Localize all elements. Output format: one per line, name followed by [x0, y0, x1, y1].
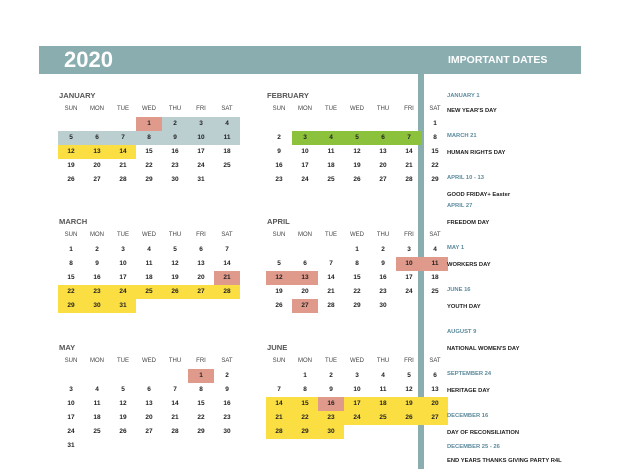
- weekday-label: SAT: [429, 358, 441, 364]
- day-cell[interactable]: 20: [422, 397, 448, 411]
- day-cell[interactable]: 2: [162, 117, 188, 131]
- weekday-label: FRI: [196, 358, 206, 364]
- day-cell[interactable]: 30: [379, 302, 387, 309]
- day-cell[interactable]: 20: [301, 288, 309, 295]
- weekday-header: [58, 230, 240, 240]
- day-cell[interactable]: 7: [173, 386, 177, 393]
- day-cell[interactable]: 27: [188, 285, 214, 299]
- month-february: [266, 90, 448, 187]
- day-cell[interactable]: 6: [303, 260, 307, 267]
- weekday-label: TUE: [325, 358, 337, 364]
- weekday-label: THU: [376, 232, 390, 238]
- day-cell[interactable]: 19: [396, 397, 422, 411]
- day-cell[interactable]: 24: [67, 428, 75, 435]
- day-cell[interactable]: 5: [277, 260, 281, 267]
- empty-day-cell: [396, 117, 422, 131]
- day-grid: [266, 243, 448, 313]
- day-cell[interactable]: 21: [119, 162, 127, 169]
- empty-day-cell: [292, 243, 318, 257]
- day-cell[interactable]: 13: [145, 400, 153, 407]
- day-cell[interactable]: 19: [67, 162, 75, 169]
- event-name: YOUTH DAY: [447, 304, 481, 310]
- weekday-label: THU: [168, 232, 182, 238]
- day-cell[interactable]: 27: [145, 428, 153, 435]
- day-cell[interactable]: 13: [379, 148, 387, 155]
- day-cell[interactable]: 17: [301, 162, 309, 169]
- day-cell[interactable]: 18: [327, 162, 335, 169]
- day-cell[interactable]: 2: [277, 134, 281, 141]
- day-cell[interactable]: 26: [162, 285, 188, 299]
- day-cell[interactable]: 6: [84, 131, 110, 145]
- month-name: FEBRUARY: [267, 91, 309, 100]
- day-cell[interactable]: 23: [318, 411, 344, 425]
- day-grid: [58, 243, 240, 313]
- day-cell[interactable]: 1: [136, 117, 162, 131]
- day-cell[interactable]: 4: [214, 117, 240, 131]
- day-cell[interactable]: 8: [355, 260, 359, 267]
- day-cell[interactable]: 17: [119, 274, 127, 281]
- day-cell[interactable]: 28: [214, 285, 240, 299]
- event-date: MARCH 21: [447, 133, 477, 139]
- weekday-label: MON: [298, 106, 312, 112]
- month-name: JUNE: [267, 343, 288, 352]
- day-cell[interactable]: 8: [433, 134, 437, 141]
- day-cell[interactable]: 11: [214, 131, 240, 145]
- day-cell[interactable]: 8: [136, 131, 162, 145]
- empty-day-cell: [266, 243, 292, 257]
- empty-day-cell: [58, 117, 84, 131]
- day-cell[interactable]: 29: [197, 428, 205, 435]
- day-cell[interactable]: 14: [327, 274, 335, 281]
- day-cell[interactable]: 16: [318, 397, 344, 411]
- weekday-label: THU: [376, 106, 390, 112]
- day-cell[interactable]: 26: [353, 176, 361, 183]
- day-cell[interactable]: 2: [95, 246, 99, 253]
- event-date: JANUARY 1: [447, 93, 480, 99]
- day-cell[interactable]: 5: [407, 372, 411, 379]
- day-cell[interactable]: 21: [405, 162, 413, 169]
- weekday-label: WED: [350, 358, 364, 364]
- event-name: DAY OF RECONSILIATION: [447, 430, 520, 436]
- event-name: WORKERS DAY: [447, 262, 491, 268]
- empty-day-cell: [58, 369, 84, 383]
- day-cell[interactable]: 14: [405, 148, 413, 155]
- day-cell[interactable]: 26: [275, 302, 283, 309]
- day-cell[interactable]: 14: [110, 145, 136, 159]
- day-cell[interactable]: 25: [136, 285, 162, 299]
- day-cell[interactable]: 8: [199, 386, 203, 393]
- day-cell[interactable]: 4: [147, 246, 151, 253]
- day-cell[interactable]: 23: [84, 285, 110, 299]
- weekday-label: THU: [168, 358, 182, 364]
- day-cell[interactable]: 3: [355, 372, 359, 379]
- day-cell[interactable]: 21: [266, 411, 292, 425]
- month-january: [58, 90, 240, 187]
- day-cell[interactable]: 28: [266, 425, 292, 439]
- weekday-label: SUN: [64, 232, 78, 238]
- month-name: MAY: [59, 343, 76, 352]
- event-date: APRIL 27: [447, 203, 473, 209]
- day-cell[interactable]: 5: [173, 246, 177, 253]
- weekday-label: FRI: [404, 106, 414, 112]
- day-cell[interactable]: 14: [266, 397, 292, 411]
- month-april: [266, 216, 448, 313]
- event-date: MAY 1: [447, 245, 465, 251]
- empty-day-cell: [266, 117, 292, 131]
- day-cell[interactable]: 16: [93, 274, 101, 281]
- day-cell[interactable]: 28: [171, 428, 179, 435]
- day-cell[interactable]: 7: [277, 386, 281, 393]
- day-cell[interactable]: 18: [145, 274, 153, 281]
- day-cell[interactable]: 12: [266, 271, 292, 285]
- weekday-label: WED: [350, 232, 364, 238]
- weekday-label: SUN: [272, 106, 286, 112]
- weekday-label: SUN: [272, 358, 286, 364]
- day-cell[interactable]: 17: [197, 148, 205, 155]
- day-cell[interactable]: 2: [225, 372, 229, 379]
- weekday-label: SAT: [429, 232, 441, 238]
- day-cell[interactable]: 15: [292, 397, 318, 411]
- weekday-label: MON: [90, 358, 104, 364]
- empty-day-cell: [266, 369, 292, 383]
- day-cell[interactable]: 19: [171, 274, 179, 281]
- day-cell[interactable]: 30: [171, 176, 179, 183]
- weekday-label: SAT: [221, 232, 233, 238]
- event-date: AUGUST 9: [447, 329, 477, 335]
- day-cell[interactable]: 31: [110, 299, 136, 313]
- day-cell[interactable]: 19: [275, 288, 283, 295]
- day-cell[interactable]: 25: [370, 411, 396, 425]
- day-grid: [58, 369, 240, 453]
- day-cell[interactable]: 23: [275, 176, 283, 183]
- day-cell[interactable]: 4: [381, 372, 385, 379]
- day-cell[interactable]: 4: [318, 131, 344, 145]
- weekday-label: SUN: [64, 106, 78, 112]
- day-cell[interactable]: 23: [223, 414, 231, 421]
- year-title: 2020: [64, 47, 113, 72]
- empty-day-cell: [110, 117, 136, 131]
- day-cell[interactable]: 13: [292, 271, 318, 285]
- day-cell[interactable]: 12: [353, 148, 361, 155]
- day-cell[interactable]: 12: [119, 400, 127, 407]
- day-cell[interactable]: 6: [199, 246, 203, 253]
- weekday-label: TUE: [117, 106, 129, 112]
- weekday-label: TUE: [325, 106, 337, 112]
- day-cell[interactable]: 19: [353, 162, 361, 169]
- weekday-label: WED: [142, 106, 156, 112]
- empty-day-cell: [84, 117, 110, 131]
- day-cell[interactable]: 5: [58, 131, 84, 145]
- weekday-label: THU: [376, 358, 390, 364]
- weekday-label: SAT: [221, 358, 233, 364]
- day-cell[interactable]: 9: [277, 148, 281, 155]
- day-cell[interactable]: 3: [121, 246, 125, 253]
- month-name: APRIL: [267, 217, 290, 226]
- day-cell[interactable]: 8: [303, 386, 307, 393]
- empty-day-cell: [110, 369, 136, 383]
- day-cell[interactable]: 6: [433, 372, 437, 379]
- weekday-label: TUE: [117, 232, 129, 238]
- day-cell[interactable]: 5: [344, 131, 370, 145]
- empty-day-cell: [344, 117, 370, 131]
- day-cell[interactable]: 13: [431, 386, 439, 393]
- weekday-label: WED: [350, 106, 364, 112]
- day-cell[interactable]: 28: [405, 176, 413, 183]
- event-name: GOOD FRIDAY+ Easter: [447, 192, 511, 198]
- empty-day-cell: [370, 117, 396, 131]
- day-cell[interactable]: 27: [292, 299, 318, 313]
- day-cell[interactable]: 28: [327, 302, 335, 309]
- day-cell[interactable]: 29: [58, 299, 84, 313]
- day-cell[interactable]: 19: [119, 414, 127, 421]
- empty-day-cell: [318, 117, 344, 131]
- weekday-label: MON: [298, 358, 312, 364]
- event-name: NATIONAL WOMEN'S DAY: [447, 346, 520, 352]
- day-cell[interactable]: 3: [188, 117, 214, 131]
- day-cell[interactable]: 30: [318, 425, 344, 439]
- month-march: [58, 216, 240, 313]
- day-cell[interactable]: 29: [431, 176, 439, 183]
- day-cell[interactable]: 16: [379, 274, 387, 281]
- month-name: MARCH: [59, 217, 88, 226]
- day-cell[interactable]: 24: [405, 288, 413, 295]
- day-cell[interactable]: 22: [353, 288, 361, 295]
- day-grid: [266, 117, 448, 187]
- day-cell[interactable]: 16: [275, 162, 283, 169]
- day-cell[interactable]: 22: [197, 414, 205, 421]
- weekday-label: SUN: [272, 232, 286, 238]
- weekday-label: TUE: [117, 358, 129, 364]
- weekday-label: FRI: [404, 232, 414, 238]
- day-cell[interactable]: 16: [223, 400, 231, 407]
- day-cell[interactable]: 9: [162, 131, 188, 145]
- day-cell[interactable]: 10: [119, 260, 127, 267]
- day-cell[interactable]: 27: [379, 176, 387, 183]
- weekday-label: SAT: [429, 106, 441, 112]
- day-cell[interactable]: 16: [171, 148, 179, 155]
- weekday-header: [266, 104, 448, 114]
- day-cell[interactable]: 26: [67, 176, 75, 183]
- day-cell[interactable]: 9: [95, 260, 99, 267]
- empty-day-cell: [84, 369, 110, 383]
- day-cell[interactable]: 11: [145, 260, 153, 267]
- weekday-label: FRI: [196, 106, 206, 112]
- day-cell[interactable]: 3: [407, 246, 411, 253]
- day-cell[interactable]: 1: [355, 246, 359, 253]
- weekday-label: MON: [90, 232, 104, 238]
- day-cell[interactable]: 9: [381, 260, 385, 267]
- day-cell[interactable]: 11: [422, 257, 448, 271]
- event-date: SEPTEMBER 24: [447, 371, 492, 377]
- day-cell[interactable]: 15: [197, 400, 205, 407]
- event-name: END YEARS THANKS GIVING PARTY R4L: [447, 458, 562, 464]
- event-date: JUNE 16: [447, 287, 471, 293]
- day-cell[interactable]: 3: [69, 386, 73, 393]
- event-date: DECEMBER 25 - 26: [447, 444, 500, 450]
- day-cell[interactable]: 20: [93, 162, 101, 169]
- day-cell[interactable]: 24: [197, 162, 205, 169]
- day-cell[interactable]: 17: [405, 274, 413, 281]
- day-cell[interactable]: 15: [67, 274, 75, 281]
- day-cell[interactable]: 23: [379, 288, 387, 295]
- day-cell[interactable]: 1: [188, 369, 214, 383]
- empty-day-cell: [318, 243, 344, 257]
- day-cell[interactable]: 27: [422, 411, 448, 425]
- day-cell[interactable]: 7: [225, 246, 229, 253]
- day-cell[interactable]: 11: [93, 400, 101, 407]
- day-cell[interactable]: 25: [327, 176, 335, 183]
- day-cell[interactable]: 4: [433, 246, 437, 253]
- day-cell[interactable]: 20: [379, 162, 387, 169]
- event-date: APRIL 10 - 13: [447, 175, 484, 181]
- day-cell[interactable]: 8: [69, 260, 73, 267]
- day-cell[interactable]: 2: [381, 246, 385, 253]
- day-grid: [266, 369, 448, 439]
- weekday-label: MON: [90, 106, 104, 112]
- day-cell[interactable]: 25: [223, 162, 231, 169]
- day-cell[interactable]: 30: [223, 428, 231, 435]
- event-name: HUMAN RIGHTS DAY: [447, 150, 506, 156]
- weekday-label: FRI: [196, 232, 206, 238]
- day-cell[interactable]: 9: [329, 386, 333, 393]
- day-cell[interactable]: 11: [379, 386, 387, 393]
- weekday-header: [58, 356, 240, 366]
- weekday-label: SUN: [64, 358, 78, 364]
- day-cell[interactable]: 1: [433, 120, 437, 127]
- day-cell[interactable]: 20: [197, 274, 205, 281]
- day-cell[interactable]: 1: [303, 372, 307, 379]
- day-cell[interactable]: 13: [197, 260, 205, 267]
- weekday-label: THU: [168, 106, 182, 112]
- day-cell[interactable]: 29: [353, 302, 361, 309]
- day-cell[interactable]: 17: [67, 414, 75, 421]
- weekday-header: [266, 230, 448, 240]
- day-cell[interactable]: 13: [84, 145, 110, 159]
- day-cell[interactable]: 6: [370, 131, 396, 145]
- day-cell[interactable]: 10: [67, 400, 75, 407]
- day-cell[interactable]: 14: [223, 260, 231, 267]
- event-date: DECEMBER 16: [447, 413, 489, 419]
- month-june: [266, 342, 448, 439]
- day-cell[interactable]: 18: [431, 274, 439, 281]
- day-cell[interactable]: 25: [431, 288, 439, 295]
- weekday-header: [266, 356, 448, 366]
- month-name: JANUARY: [59, 91, 96, 100]
- weekday-label: WED: [142, 232, 156, 238]
- day-cell[interactable]: 14: [171, 400, 179, 407]
- day-cell[interactable]: 17: [344, 397, 370, 411]
- day-cell[interactable]: 7: [329, 260, 333, 267]
- day-cell[interactable]: 20: [145, 414, 153, 421]
- empty-day-cell: [136, 369, 162, 383]
- event-name: HERITAGE DAY: [447, 388, 490, 394]
- day-cell[interactable]: 26: [119, 428, 127, 435]
- day-cell[interactable]: 22: [58, 285, 84, 299]
- day-cell[interactable]: 29: [145, 176, 153, 183]
- day-cell[interactable]: 1: [69, 246, 73, 253]
- day-cell[interactable]: 31: [197, 176, 205, 183]
- day-cell[interactable]: 3: [292, 131, 318, 145]
- day-cell[interactable]: 15: [353, 274, 361, 281]
- weekday-label: SAT: [221, 106, 233, 112]
- day-cell[interactable]: 21: [214, 271, 240, 285]
- day-cell[interactable]: 18: [370, 397, 396, 411]
- day-cell[interactable]: 21: [171, 414, 179, 421]
- day-cell[interactable]: 10: [353, 386, 361, 393]
- day-cell[interactable]: 21: [327, 288, 335, 295]
- day-cell[interactable]: 29: [292, 425, 318, 439]
- day-cell[interactable]: 22: [431, 162, 439, 169]
- day-cell[interactable]: 12: [58, 145, 84, 159]
- day-cell[interactable]: 25: [93, 428, 101, 435]
- weekday-label: MON: [298, 232, 312, 238]
- day-cell[interactable]: 15: [431, 148, 439, 155]
- day-cell[interactable]: 6: [147, 386, 151, 393]
- day-cell[interactable]: 31: [67, 442, 75, 449]
- event-name: FREEDOM DAY: [447, 220, 490, 226]
- day-cell[interactable]: 24: [301, 176, 309, 183]
- day-cell[interactable]: 22: [292, 411, 318, 425]
- day-cell[interactable]: 30: [84, 299, 110, 313]
- day-cell[interactable]: 2: [329, 372, 333, 379]
- day-cell[interactable]: 7: [110, 131, 136, 145]
- day-cell[interactable]: 10: [301, 148, 309, 155]
- day-cell[interactable]: 26: [396, 411, 422, 425]
- event-name: NEW YEAR'S DAY: [447, 108, 497, 114]
- day-cell[interactable]: 4: [95, 386, 99, 393]
- weekday-label: FRI: [404, 358, 414, 364]
- month-may: [58, 342, 240, 453]
- day-cell[interactable]: 18: [223, 148, 231, 155]
- day-cell[interactable]: 12: [405, 386, 413, 393]
- empty-day-cell: [292, 117, 318, 131]
- day-cell[interactable]: 24: [344, 411, 370, 425]
- day-cell[interactable]: 18: [93, 414, 101, 421]
- day-cell[interactable]: 15: [145, 148, 153, 155]
- day-cell[interactable]: 22: [145, 162, 153, 169]
- day-cell[interactable]: 10: [396, 257, 422, 271]
- day-cell[interactable]: 27: [93, 176, 101, 183]
- important-dates-title: IMPORTANT DATES: [448, 54, 548, 66]
- day-cell[interactable]: 7: [396, 131, 422, 145]
- day-cell[interactable]: 12: [171, 260, 179, 267]
- empty-day-cell: [162, 369, 188, 383]
- weekday-label: WED: [142, 358, 156, 364]
- weekday-header: [58, 104, 240, 114]
- day-cell[interactable]: 11: [327, 148, 335, 155]
- day-grid: [58, 117, 240, 187]
- weekday-label: TUE: [325, 232, 337, 238]
- day-cell[interactable]: 9: [225, 386, 229, 393]
- day-cell[interactable]: 10: [188, 131, 214, 145]
- day-cell[interactable]: 24: [110, 285, 136, 299]
- day-cell[interactable]: 5: [121, 386, 125, 393]
- day-cell[interactable]: 28: [119, 176, 127, 183]
- day-cell[interactable]: 23: [171, 162, 179, 169]
